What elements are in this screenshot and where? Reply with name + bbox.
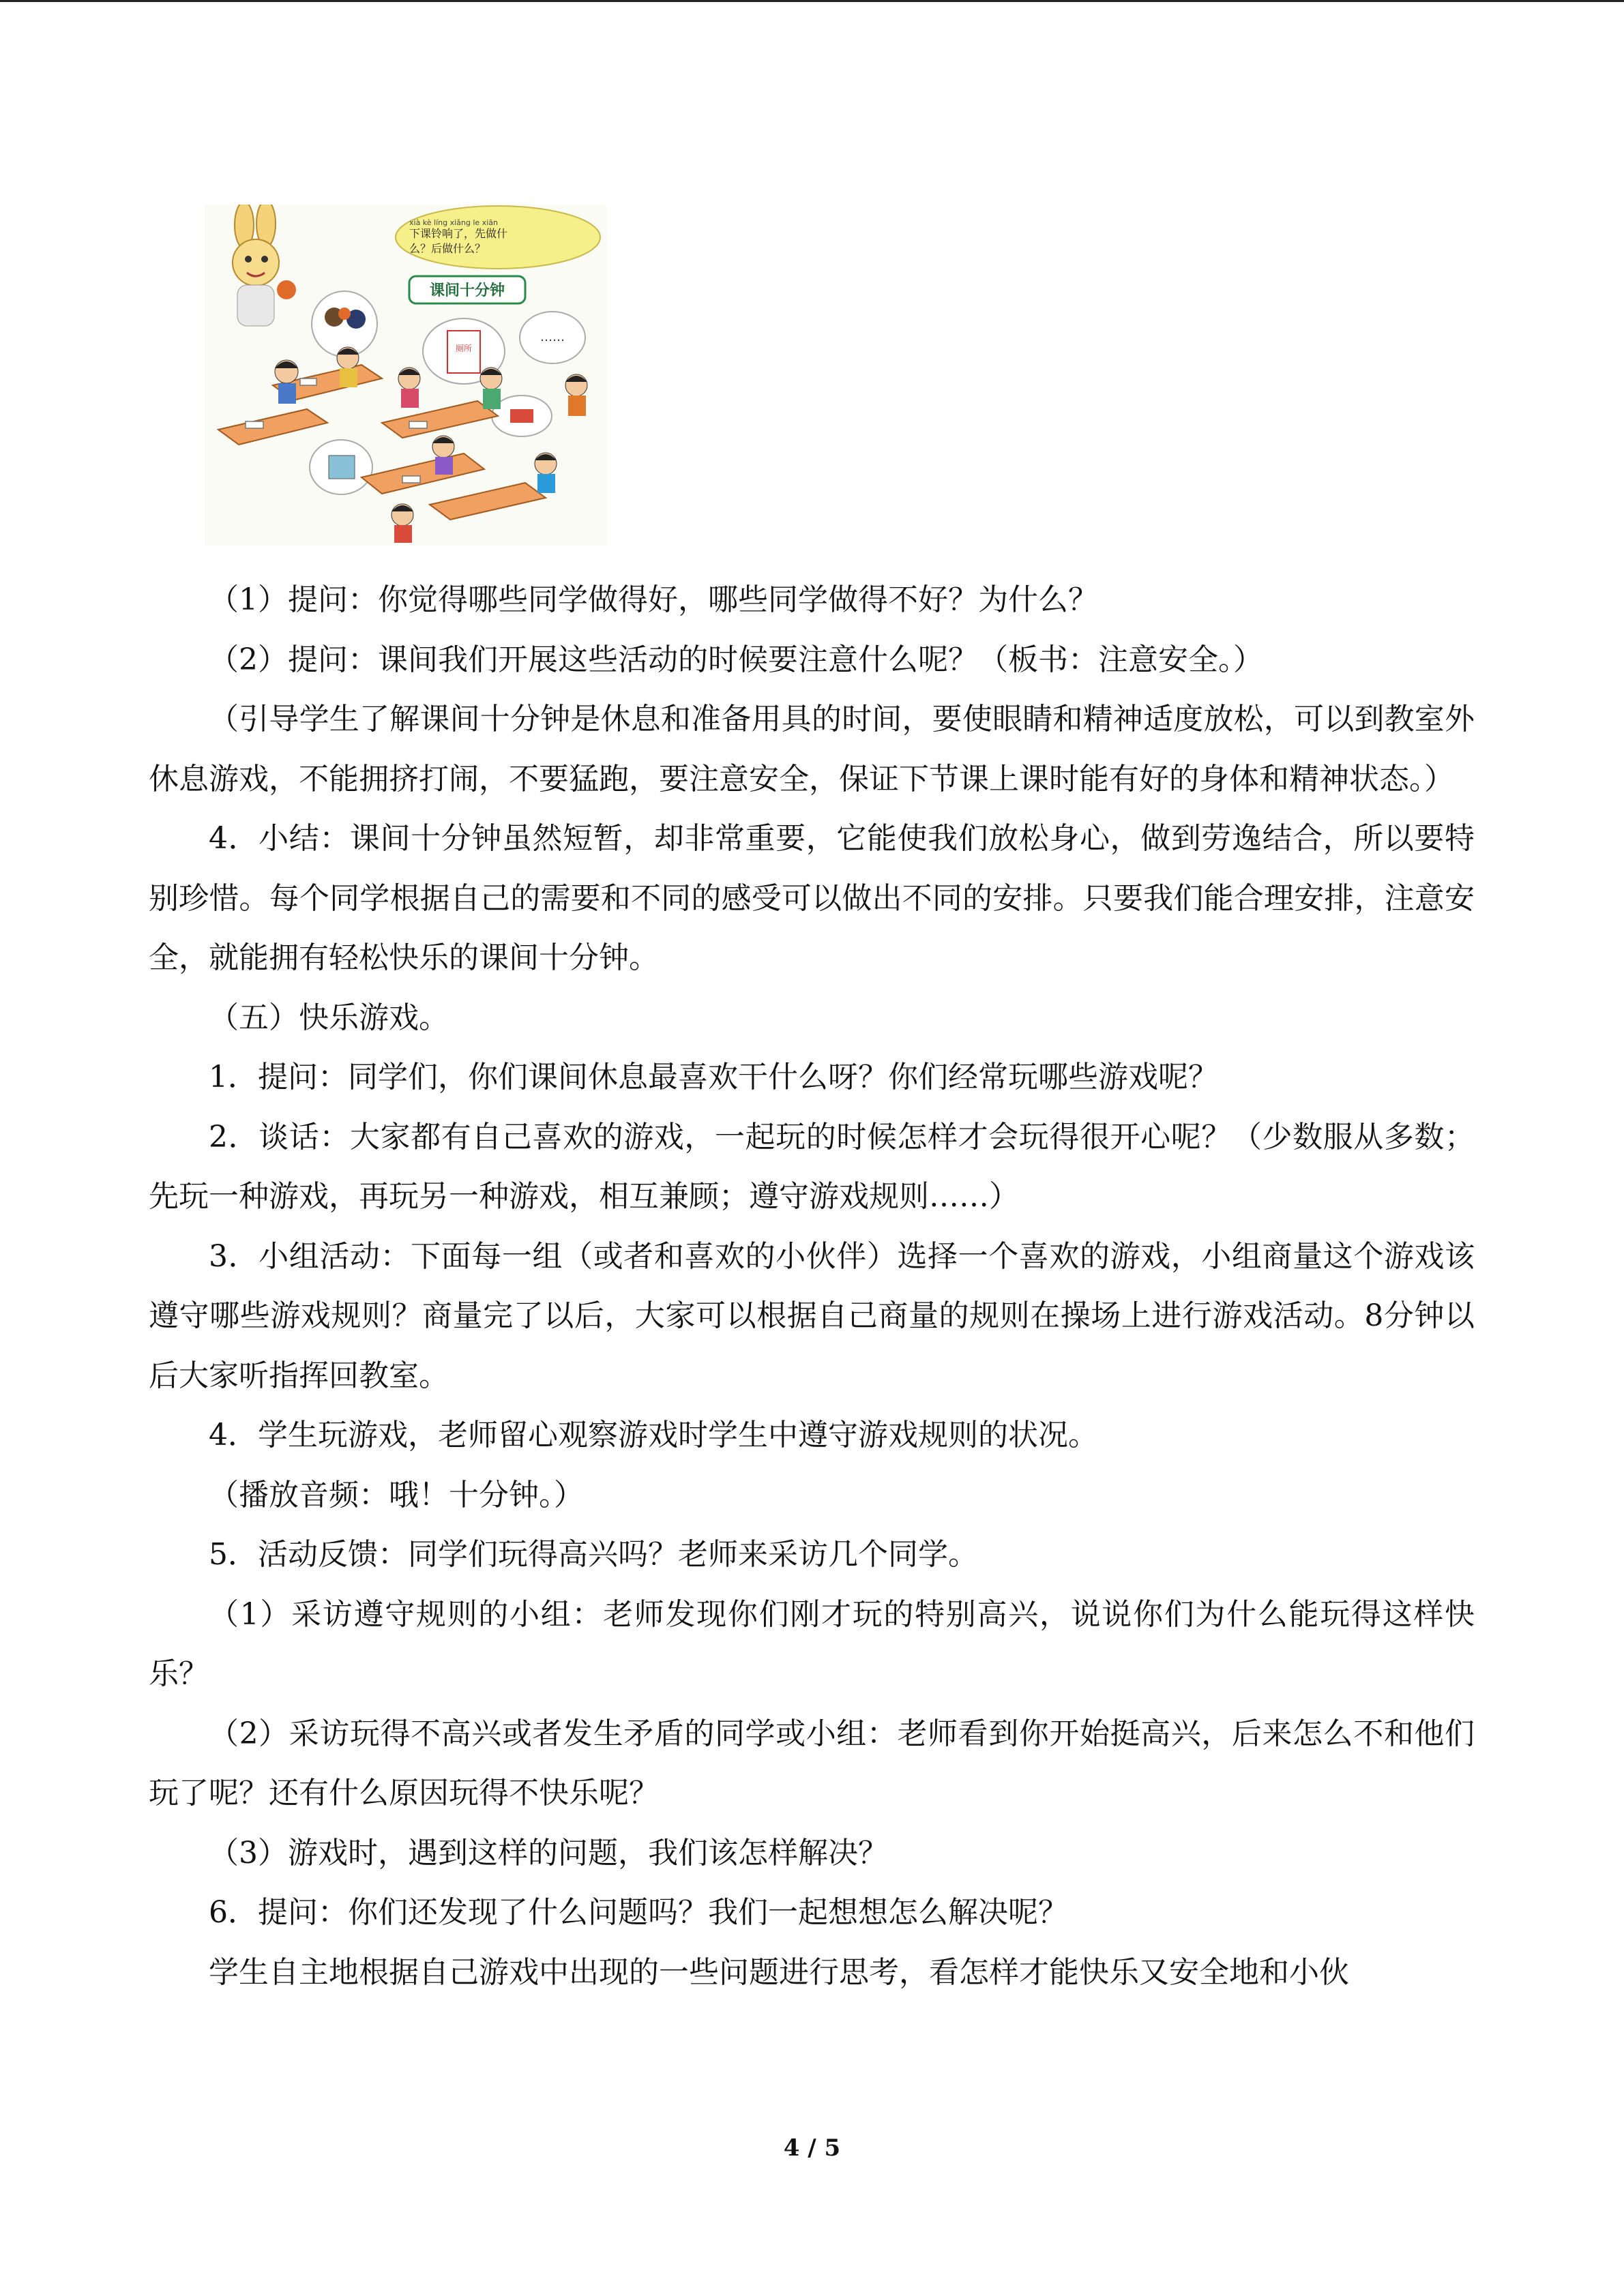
paragraph: 1．提问：同学们，你们课间休息最喜欢干什么呀？你们经常玩哪些游戏呢？ (209, 1060, 1218, 1094)
paragraph: 3．小组活动：下面每一组（或者和喜欢的小伙伴）选择一个喜欢的游戏，小组商量这个游戏该遵守哪些游戏规则？商量完了以后，大家可以根据自己商量的规则在操场上进行游戏活动。8分钟以后大家听指挥回教室。 (149, 1238, 1475, 1393)
document-body (149, 570, 1475, 2002)
paragraph: （2）提问：课间我们开展这些活动的时候要注意什么呢？（板书：注意安全。） (209, 642, 1263, 677)
section-heading: （五）快乐游戏。 (209, 1000, 449, 1035)
page-number: 4 / 5 (783, 2134, 841, 2162)
door-sign: 厕所 (455, 344, 473, 353)
paragraph: （2）采访玩得不高兴或者发生矛盾的同学或小组：老师看到你开始挺高兴，后来怎么不和他们玩了呢？还有什么原因玩得不快乐呢？ (149, 1716, 1475, 1810)
paragraph: （1）提问：你觉得哪些同学做得好，哪些同学做得不好？为什么？ (209, 582, 1098, 617)
paragraph: （1）采访遵守规则的小组：老师发现你们刚才玩的特别高兴，说说你们为什么能玩得这样快乐？ (149, 1596, 1475, 1691)
paragraph: 4．小结：课间十分钟虽然短暂，却非常重要，它能使我们放松身心，做到劳逸结合，所以要特别珍惜。每个同学根据自己的需要和不同的感受可以做出不同的安排。只要我们能合理安排，注意安全，就能拥有轻松快乐的课间十分钟。 (149, 821, 1475, 975)
paragraph: 2．谈话：大家都有自己喜欢的游戏，一起玩的时候怎样才会玩得很开心呢？（少数服从多数；先玩一种游戏，再玩另一种游戏，相互兼顾；遵守游戏规则……） (149, 1119, 1475, 1214)
paragraph: （播放音频：哦！十分钟。） (209, 1477, 584, 1512)
paragraph: 4．学生玩游戏，老师留心观察游戏时学生中遵守游戏规则的状况。 (209, 1418, 1098, 1452)
paragraph: （3）游戏时，遇到这样的问题，我们该怎样解决？ (209, 1835, 888, 1870)
paragraph: 学生自主地根据自己游戏中出现的一些问题进行思考，看怎样才能快乐又安全地和小伙 (209, 1954, 1349, 1990)
thought-dots: …… (540, 330, 565, 344)
classroom-illustration (205, 205, 607, 546)
speech-text: 下课铃响了，先做什么？后做什么？ (409, 227, 508, 255)
banner-title: 课间十分钟 (429, 282, 505, 299)
speech-pinyin: xià kè líng xiǎng le xiān (409, 218, 498, 227)
paragraph: 5．活动反馈：同学们玩得高兴吗？老师来采访几个同学。 (209, 1537, 978, 1572)
paragraph: （引导学生了解课间十分钟是休息和准备用具的时间，要使眼睛和精神适度放松，可以到教室外休息游戏，不能拥挤打闹，不要猛跑，要注意安全，保证下节课上课时能有好的身体和精神状态。） (149, 702, 1475, 796)
top-border (0, 0, 1624, 2)
rabbit-mascot (233, 205, 296, 326)
paragraph: 6．提问：你们还发现了什么问题吗？我们一起想想怎么解决呢？ (209, 1895, 1068, 1930)
